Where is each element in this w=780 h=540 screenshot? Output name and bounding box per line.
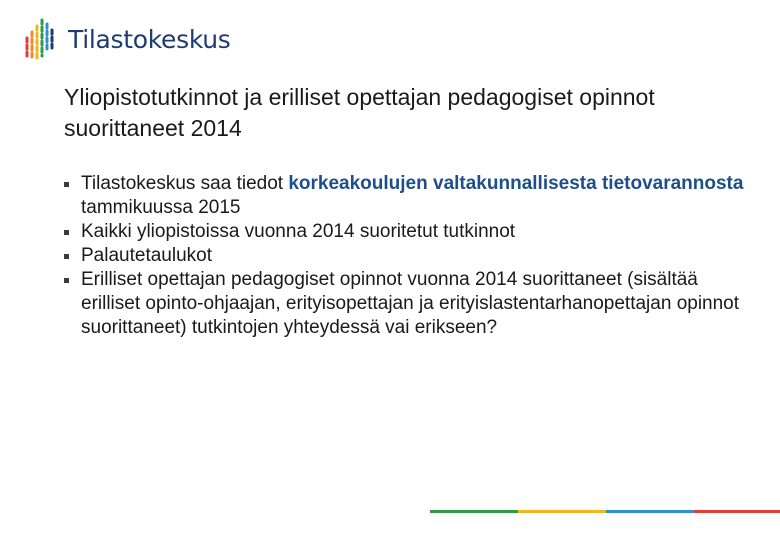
bullet-marker <box>64 254 69 259</box>
bullet-marker <box>64 182 69 187</box>
tilastokeskus-logo-icon <box>24 16 58 62</box>
emphasized-text: korkeakoulujen valtakunnallisesta tietovarannosta <box>288 173 744 194</box>
footer-color-line <box>430 510 780 513</box>
slide-title: Yliopistotutkinnot ja erilliset opettajan pedagogiset opinnot suorittaneet 2014 <box>64 84 655 141</box>
bullet-text: Erilliset opettajan pedagogiset opinnot vuonna 2014 suorittaneet (sisältää erilliset opinto-ohjaajan, erityisopettajan ja erityislastentarhanopettajan opinnot suorittaneet) tutkintojen yhteydessä vai erikseen? <box>81 269 740 338</box>
bullet-marker <box>64 230 69 235</box>
bullet-item <box>62 172 752 220</box>
bullet-item <box>62 244 752 268</box>
bullet-text: tammikuussa 2015 <box>81 197 241 218</box>
bullet-marker <box>64 278 69 283</box>
bullet-list <box>62 172 752 340</box>
footer-segment-yellow <box>518 510 606 513</box>
bullet-item <box>62 220 752 244</box>
footer-segment-blue <box>606 510 694 513</box>
logo-text: Tilastokeskus <box>68 24 231 54</box>
bullet-text: Tilastokeskus saa tiedot <box>81 173 289 194</box>
footer-segment-red <box>694 510 780 513</box>
tilastokeskus-logo <box>24 16 231 62</box>
bullet-item <box>62 268 752 340</box>
footer-segment-green <box>430 510 518 513</box>
bullet-text: Kaikki yliopistoissa vuonna 2014 suoritetut tutkinnot <box>81 221 516 242</box>
bullet-text: Palautetaulukot <box>81 245 212 266</box>
